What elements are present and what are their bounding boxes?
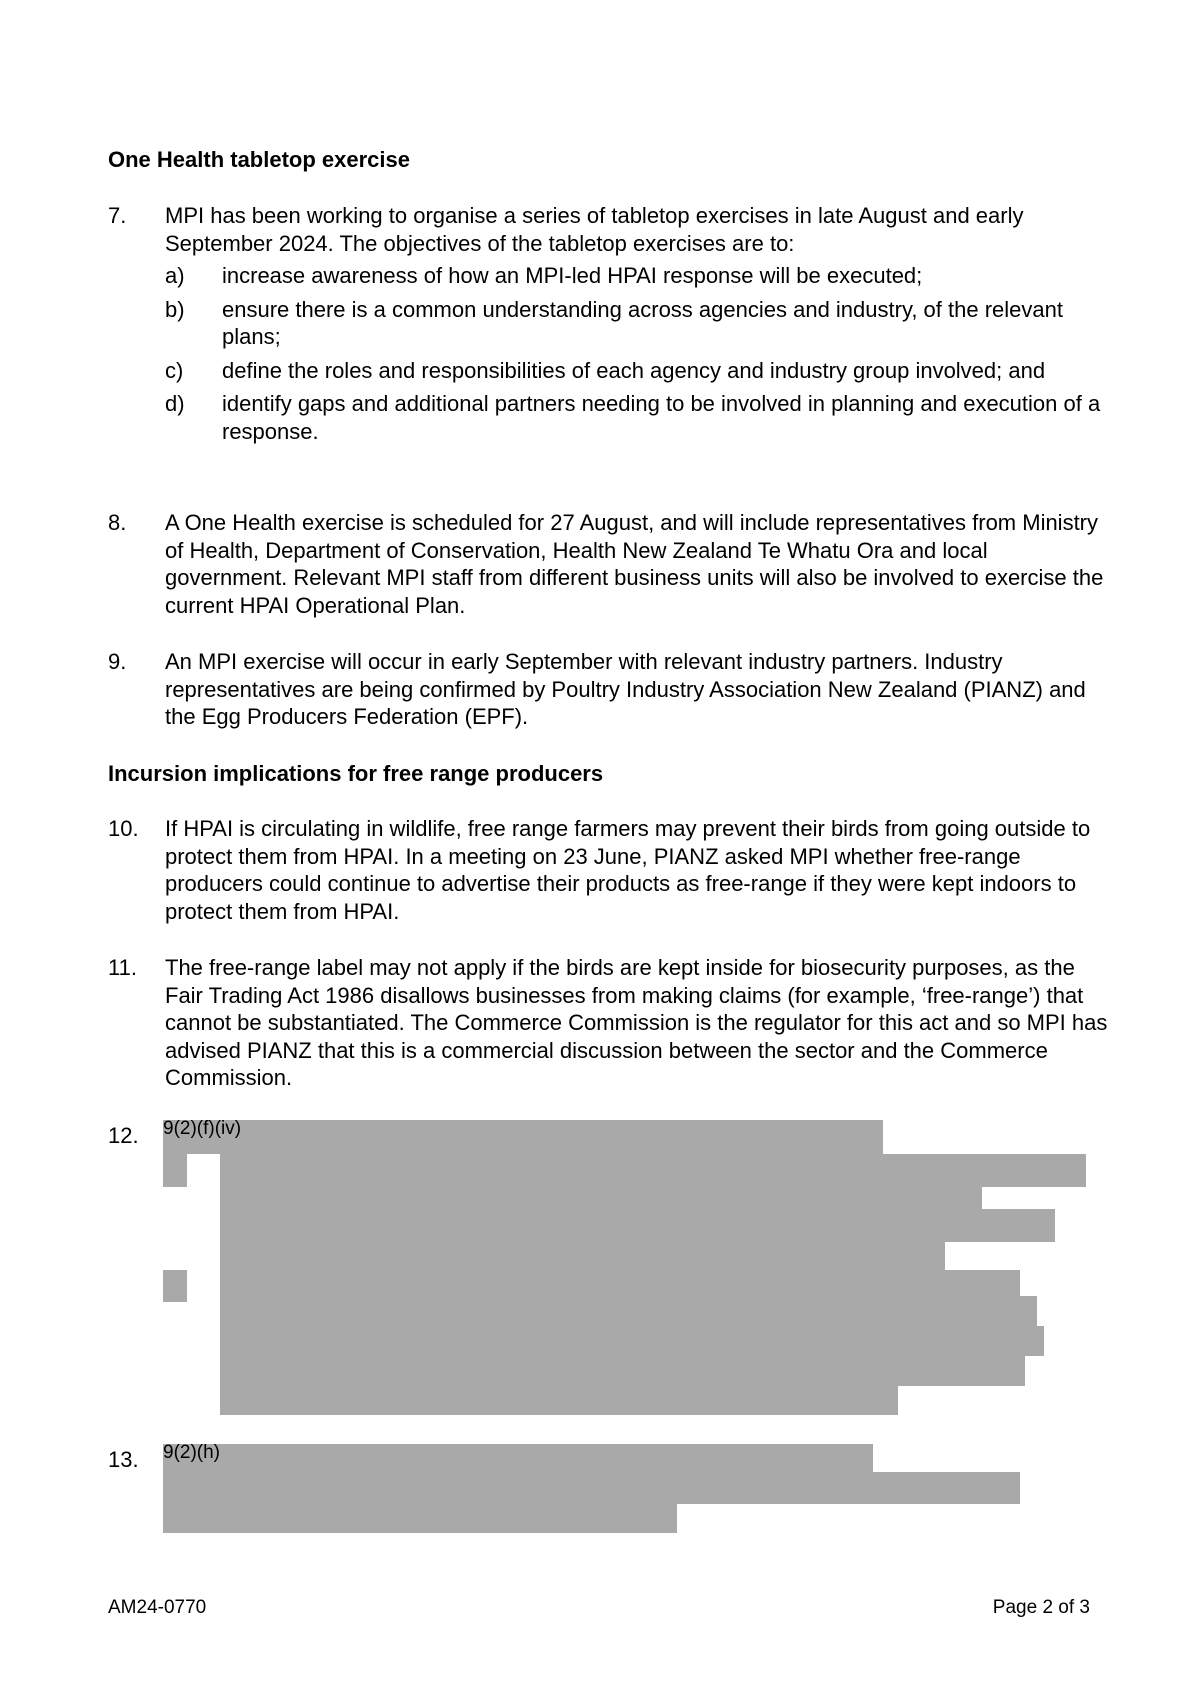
redaction-bar — [220, 1296, 1037, 1326]
redaction-bar — [220, 1386, 898, 1415]
list-item-text: identify gaps and additional partners needing to be involved in planning and execution of a response. — [222, 391, 1101, 444]
redaction-bar — [163, 1270, 187, 1302]
list-item-letter: a) — [165, 263, 185, 288]
paragraph-text: MPI has been working to organise a series of tabletop exercises in late August and early September 2024. The objectives of the tabletop exercises are to: — [165, 203, 1024, 256]
list-item-text: increase awareness of how an MPI-led HPAI response will be executed; — [222, 263, 923, 288]
paragraph-number: 9. — [108, 649, 127, 674]
paragraph-number: 8. — [108, 510, 127, 535]
paragraph-10 — [108, 815, 1108, 925]
redaction-code: 9(2)(h) — [163, 1442, 221, 1463]
paragraph-7 — [108, 202, 1108, 445]
list-item — [165, 390, 1108, 445]
paragraph-8 — [108, 509, 1108, 619]
paragraph-9 — [108, 648, 1108, 731]
list-item-text: ensure there is a common understanding across agencies and industry, of the relevant plans; — [222, 296, 1063, 349]
redaction-bar — [220, 1154, 1086, 1187]
paragraph-number: 12. — [108, 1123, 139, 1148]
paragraph-text: A One Health exercise is scheduled for 27 August, and will include representatives from Ministry of Health, Department of Conservation, Health New Zealand Te Whatu Ora and local government. Relevant MPI staff from different business units will also be involved to exercise the current HPAI Operational Plan. — [165, 510, 1104, 618]
paragraph-number: 7. — [108, 203, 127, 228]
section-heading-incursion: Incursion implications for free range producers — [108, 761, 604, 786]
list-item — [165, 357, 1108, 385]
list-item-letter: d) — [165, 391, 185, 416]
paragraph-text: The free-range label may not apply if the birds are kept inside for biosecurity purposes, as the Fair Trading Act 1986 disallows businesses from making claims (for example, ‘free-range’) that cannot be substantiated. The Commerce Commission is the regulator for this act and so MPI has advised PIANZ that this is a commercial discussion between the sector and the Commerce Commission. — [165, 955, 1108, 1090]
list-item — [165, 262, 1108, 290]
list-item-letter: b) — [165, 296, 185, 322]
objectives-list — [108, 262, 1108, 445]
redaction-bar — [220, 1270, 1020, 1296]
list-item-letter: c) — [165, 357, 184, 383]
paragraph-number: 13. — [108, 1447, 139, 1472]
redaction-bar — [220, 1326, 1044, 1356]
paragraph-text: An MPI exercise will occur in early September with relevant industry partners. Industry representatives are being confirmed by Poultry Industry Association New Zealand (PIANZ) and the Egg Producers Federation (EPF). — [165, 649, 1086, 729]
footer-page-number: Page 2 of 3 — [992, 1597, 1090, 1618]
redaction-bar — [163, 1154, 187, 1187]
list-item — [165, 296, 1108, 351]
redaction-bar — [220, 1187, 982, 1209]
paragraph-text: If HPAI is circulating in wildlife, free range farmers may prevent their birds from going outside to protect them from HPAI. In a meeting on 23 June, PIANZ asked MPI whether free-range producers could continue to advertise their products as free-range if they were kept indoors to protect them from HPAI. — [165, 816, 1091, 924]
redaction-bar — [220, 1209, 1055, 1242]
list-item-text: define the roles and responsibilities of each agency and industry group involved; and — [222, 357, 1046, 383]
redaction-code: 9(2)(f)(iv) — [163, 1118, 242, 1139]
footer-reference: AM24-0770 — [108, 1597, 207, 1618]
section-heading-one-health: One Health tabletop exercise — [108, 147, 410, 172]
paragraph-number: 11. — [108, 955, 137, 980]
paragraph-number: 10. — [108, 816, 139, 841]
redaction-bar — [220, 1242, 945, 1270]
paragraph-11 — [108, 954, 1108, 1092]
redaction-bar — [163, 1120, 883, 1154]
redaction-bar — [163, 1444, 873, 1472]
redaction-bar — [163, 1472, 1020, 1504]
redaction-bar — [220, 1356, 1025, 1386]
redaction-bar — [163, 1504, 677, 1533]
